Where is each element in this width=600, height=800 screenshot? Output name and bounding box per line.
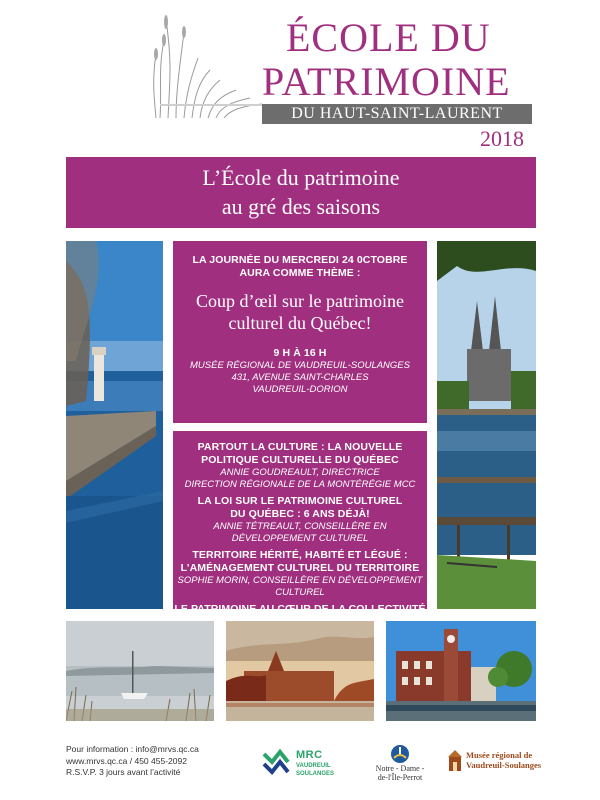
subtitle-band: DU HAUT-SAINT-LAURENT [262, 104, 532, 124]
title-banner [66, 157, 536, 228]
musee-logo-icon [448, 750, 462, 772]
notre-dame-logo-line-1: Notre - Dame - [375, 764, 425, 773]
venue-line-2: 431, AVENUE SAINT-CHARLES [231, 372, 369, 383]
town-hall-photo [386, 621, 536, 721]
event-info-box [173, 241, 427, 423]
event-date-line-2: AURA COMME THÈME : [239, 267, 361, 279]
program-item-title: L’AMÉNAGEMENT CULTUREL DU TERRITOIRE [180, 562, 420, 574]
notre-dame-logo-icon [390, 744, 410, 764]
header-rule [160, 104, 262, 106]
banner-line-2: au gré des saisons [221, 194, 381, 219]
musee-logo-line-2: Vaudreuil-Soulanges [466, 760, 542, 770]
sunset-building-photo [226, 621, 374, 721]
lighthouse-photo [66, 241, 163, 609]
program-item-title: TERRITOIRE HÉRITÉ, HABITÉ ET LÉGUÉ : [192, 549, 408, 561]
program-item-speaker: SOPHIE MORIN, CONSEILLÈRE EN DÉVELOPPEMENT CULTUREL [177, 575, 423, 598]
program-box [173, 431, 427, 627]
banner-line-1: L’École du patrimoine [202, 165, 400, 190]
program-item-title: LE PATRIMOINE AU CŒUR DE LA COLLECTIVITÉ [174, 603, 426, 615]
venue-line-3: VAUDREUIL-DORION [252, 384, 348, 395]
program-item [173, 495, 427, 545]
program-item-title: DU QUÉBEC : 6 ANS DÉJÀ! [230, 508, 370, 520]
program-item-title: POLITIQUE CULTURELLE DU QUÉBEC [201, 454, 399, 466]
church-photo [437, 241, 536, 609]
title-line-2: PATRIMOINE [262, 59, 511, 104]
theme-line-2: culturel du Québec! [228, 313, 372, 333]
title-line-1: ÉCOLE DU [286, 15, 491, 60]
program-item [173, 549, 427, 599]
musee-logo [448, 750, 541, 772]
contact-website-phone[interactable]: www.mrvs.qc.ca / 450 455-2092 [66, 755, 187, 766]
theme-line-1: Coup d’œil sur le patrimoine [196, 291, 404, 311]
contact-info [66, 744, 199, 779]
mrc-logo-sub1: VAUDREUIL [296, 763, 331, 769]
notre-dame-logo [372, 744, 428, 788]
sailboat-photo [66, 621, 214, 721]
musee-logo-line-1: Musée régional de [466, 750, 533, 760]
program-item-speaker: MARIE-JACINTHE [178, 616, 259, 627]
mrc-logo-sub2: SOULANGES [296, 771, 335, 777]
program-item-speaker: ANNIE TÉTREAULT, CONSEILLÈRE EN DÉVELOPPEMENT CULTUREL [213, 521, 387, 544]
mrc-logo-label: MRC [296, 749, 323, 761]
year: 2018 [480, 126, 524, 151]
program-item-speaker: DIRECTION RÉGIONALE DE LA MONTÉRÉGIE MCC [184, 479, 416, 490]
program-item-speaker: ANNIE GOUDREAULT, DIRECTRICE [220, 467, 380, 478]
event-hours: 9 H À 16 H [273, 347, 327, 359]
rsvp-note: R.S.V.P. 3 jours avant l’activité [66, 767, 181, 777]
notre-dame-logo-line-2: de-l'Île-Perrot [377, 773, 423, 782]
contact-email[interactable]: Pour information : info@mrvs.qc.ca [66, 744, 199, 754]
venue-line-1: MUSÉE RÉGIONAL DE VAUDREUIL-SOULANGES [190, 360, 410, 371]
mrc-logo-text [296, 750, 334, 777]
program-item [173, 441, 427, 491]
program-item-title: PARTOUT LA CULTURE : LA NOUVELLE [197, 441, 403, 453]
program-item-title: LA LOI SUR LE PATRIMOINE CULTUREL [197, 495, 403, 507]
event-date-line-1: LA JOURNÉE DU MERCREDI 24 0CTOBRE [192, 254, 408, 266]
